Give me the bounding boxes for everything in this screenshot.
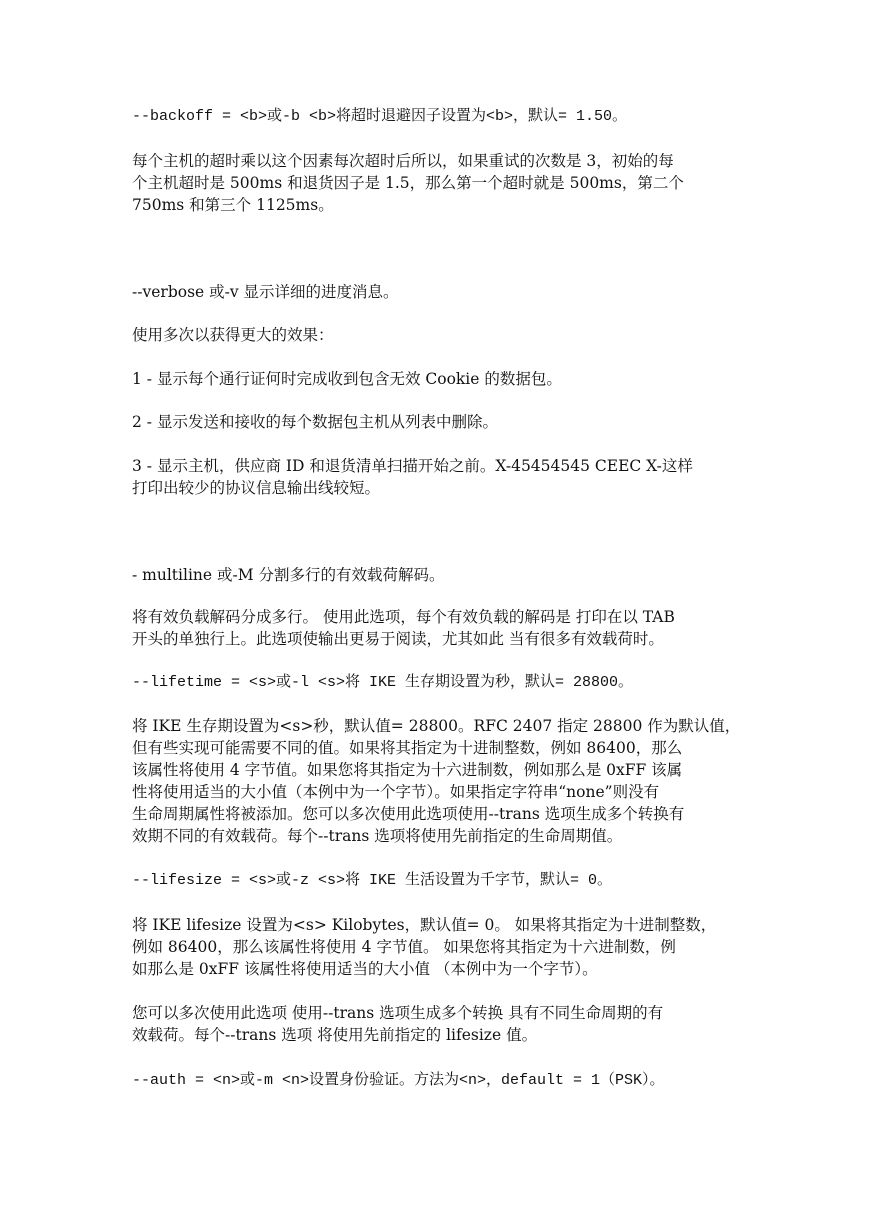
multiline-description-line-1: 将有效负载解码分成多行。 使用此选项，每个有效负载的解码是 打印在以 TAB xyxy=(132,608,675,626)
multiline-option: - multiline 或-M 分割多行的有效载荷解码。 xyxy=(132,566,445,584)
backoff-description-line-3: 750ms 和第三个 1125ms。 xyxy=(132,196,334,214)
lifesize-option: --lifesize = <s>或-z <s>将 IKE 生活设置为千字节，默认= 0。 xyxy=(132,872,613,889)
lifetime-description-line-6: 效期不同的有效载荷。每个--trans 选项将使用先前指定的生命周期值。 xyxy=(132,827,623,845)
verbose-option: --verbose 或-v 显示详细的进度消息。 xyxy=(132,283,399,301)
backoff-option: --backoff = <b>或-b <b>将超时退避因子设置为<b>，默认= 1.50。 xyxy=(132,108,628,125)
lifetime-description-line-1: 将 IKE 生存期设置为<s>秒，默认值= 28800。RFC 2407 指定 28800 作为默认值， xyxy=(132,717,741,735)
lifesize-description-line-3: 如那么是 0xFF 该属性将使用适当的大小值 （本例中为一个字节）。 xyxy=(132,960,598,978)
verbose-level-1: 1 - 显示每个通行证何时完成收到包含无效 Cookie 的数据包。 xyxy=(132,370,562,388)
lifesize-description xyxy=(132,914,742,980)
lifetime-description-line-5: 生命周期属性将被添加。您可以多次使用此选项使用--trans 选项生成多个转换有 xyxy=(132,805,685,823)
verbose-usage: 使用多次以获得更大的效果： xyxy=(132,326,334,344)
verbose-level-3-line-1: 3 - 显示主机，供应商 ID 和退货清单扫描开始之前。X-45454545 CEEC X-这样 xyxy=(132,457,693,475)
auth-option: --auth = <n>或-m <n>设置身份验证。方法为<n>，default = 1（PSK）。 xyxy=(132,1072,665,1089)
lifesize-more xyxy=(132,1002,742,1046)
lifesize-description-line-2: 例如 86400，那么该属性将使用 4 字节值。 如果您将其指定为十六进制数，例 xyxy=(132,938,676,956)
lifetime-description-line-3: 该属性将使用 4 字节值。如果您将其指定为十六进制数，例如那么是 0xFF 该属 xyxy=(132,761,683,779)
multiline-description-line-2: 开头的单独行上。此选项使输出更易于阅读，尤其如此 当有很多有效载荷时。 xyxy=(132,630,664,648)
lifesize-more-line-2: 效载荷。每个--trans 选项 将使用先前指定的 lifesize 值。 xyxy=(132,1026,538,1044)
multiline-description xyxy=(132,606,742,650)
lifesize-description-line-1: 将 IKE lifesize 设置为<s> Kilobytes，默认值= 0。 如果将其指定为十进制整数， xyxy=(132,916,717,934)
lifetime-description-line-2: 但有些实现可能需要不同的值。如果将其指定为十进制整数，例如 86400，那么 xyxy=(132,739,683,757)
lifetime-description-line-4: 性将使用适当的大小值（本例中为一个字节）。如果指定字符串“none”则没有 xyxy=(132,783,660,801)
backoff-description-line-2: 个主机超时是 500ms 和退货因子是 1.5，那么第一个超时就是 500ms，第二个 xyxy=(132,174,684,192)
verbose-level-2: 2 - 显示发送和接收的每个数据包主机从列表中删除。 xyxy=(132,413,498,431)
verbose-level-3-line-2: 打印出较少的协议信息输出线较短。 xyxy=(132,479,381,497)
backoff-description xyxy=(132,150,742,216)
lifetime-description xyxy=(132,715,742,847)
verbose-level-3 xyxy=(132,455,742,499)
backoff-description-line-1: 每个主机的超时乘以这个因素每次超时后所以，如果重试的次数是 3，初始的每 xyxy=(132,152,674,170)
lifetime-option: --lifetime = <s>或-l <s>将 IKE 生存期设置为秒，默认= 28800。 xyxy=(132,674,634,691)
lifesize-more-line-1: 您可以多次使用此选项 使用--trans 选项生成多个转换 具有不同生命周期的有 xyxy=(132,1004,664,1022)
